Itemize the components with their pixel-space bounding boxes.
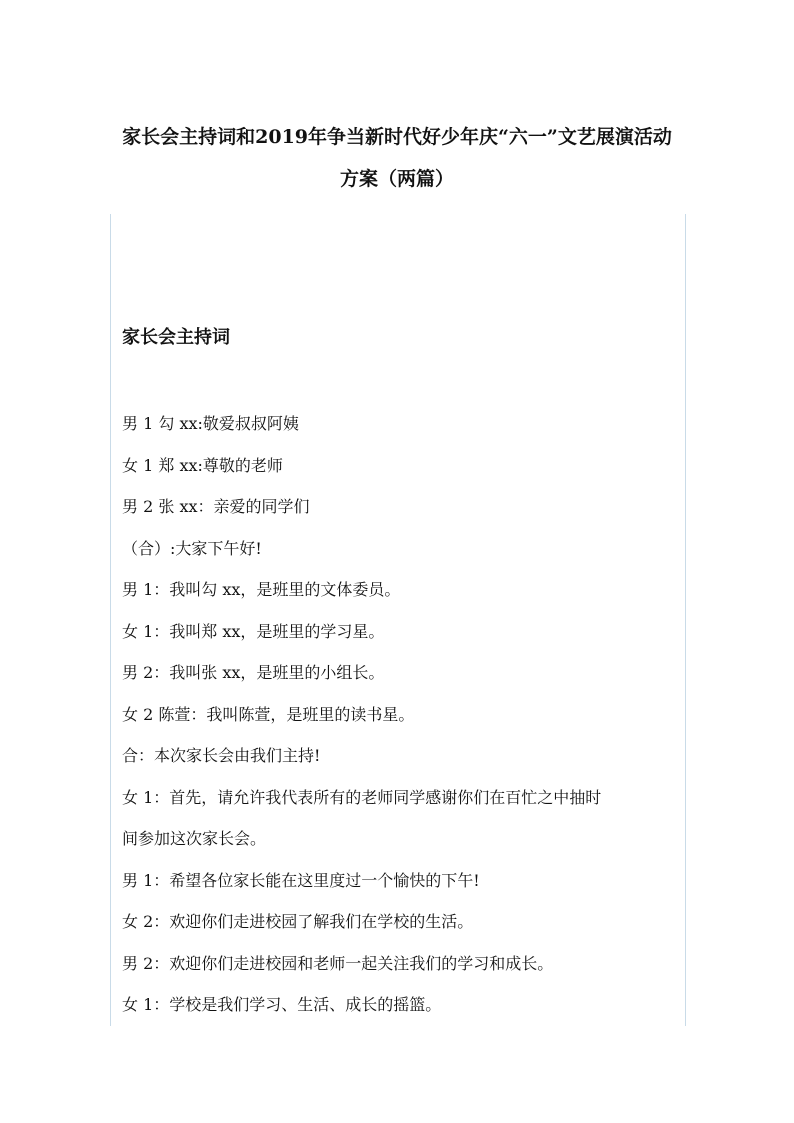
dialogue-line: 合：本次家长会由我们主持! bbox=[122, 746, 321, 765]
dialogue-line: 男 1 勾 xx:敬爱叔叔阿姨 bbox=[122, 414, 299, 433]
dialogue-line: 男 1：我叫勾 xx，是班里的文体委员。 bbox=[122, 580, 401, 599]
dialogue-line: 男 2：欢迎你们走进校园和老师一起关注我们的学习和成长。 bbox=[122, 953, 554, 973]
dialogue-line: 女 1：学校是我们学习、生活、成长的摇篮。 bbox=[122, 995, 442, 1014]
section-heading: 家长会主持词 bbox=[122, 327, 230, 348]
document-title-line-2: 方案（两篇） bbox=[339, 168, 454, 190]
dialogue-line: 男 2 张 xx：亲爱的同学们 bbox=[122, 497, 310, 516]
content-frame-right-border bbox=[685, 214, 686, 1026]
content-frame-left-border bbox=[110, 214, 111, 1026]
dialogue-line: 间参加这次家长会。 bbox=[122, 829, 267, 848]
document-title bbox=[0, 118, 794, 198]
dialogue-line: 女 2 陈萱：我叫陈萱，是班里的读书星。 bbox=[122, 704, 415, 724]
dialogue-line: 女 1：我叫郑 xx，是班里的学习星。 bbox=[122, 621, 385, 641]
document-title-line-1: 家长会主持词和2019年争当新时代好少年庆“六一”文艺展演活动 bbox=[122, 126, 672, 148]
dialogue-line: 女 1：首先，请允许我代表所有的老师同学感谢你们在百忙之中抽时 bbox=[122, 787, 602, 807]
dialogue-list bbox=[122, 403, 682, 1026]
dialogue-line: 女 2：欢迎你们走进校园了解我们在学校的生活。 bbox=[122, 912, 474, 931]
dialogue-line: （合）:大家下午好! bbox=[122, 538, 262, 558]
dialogue-line: 男 2：我叫张 xx，是班里的小组长。 bbox=[122, 663, 385, 682]
dialogue-line: 女 1 郑 xx:尊敬的老师 bbox=[122, 455, 283, 475]
dialogue-line: 男 1：希望各位家长能在这里度过一个愉快的下午! bbox=[122, 870, 480, 890]
